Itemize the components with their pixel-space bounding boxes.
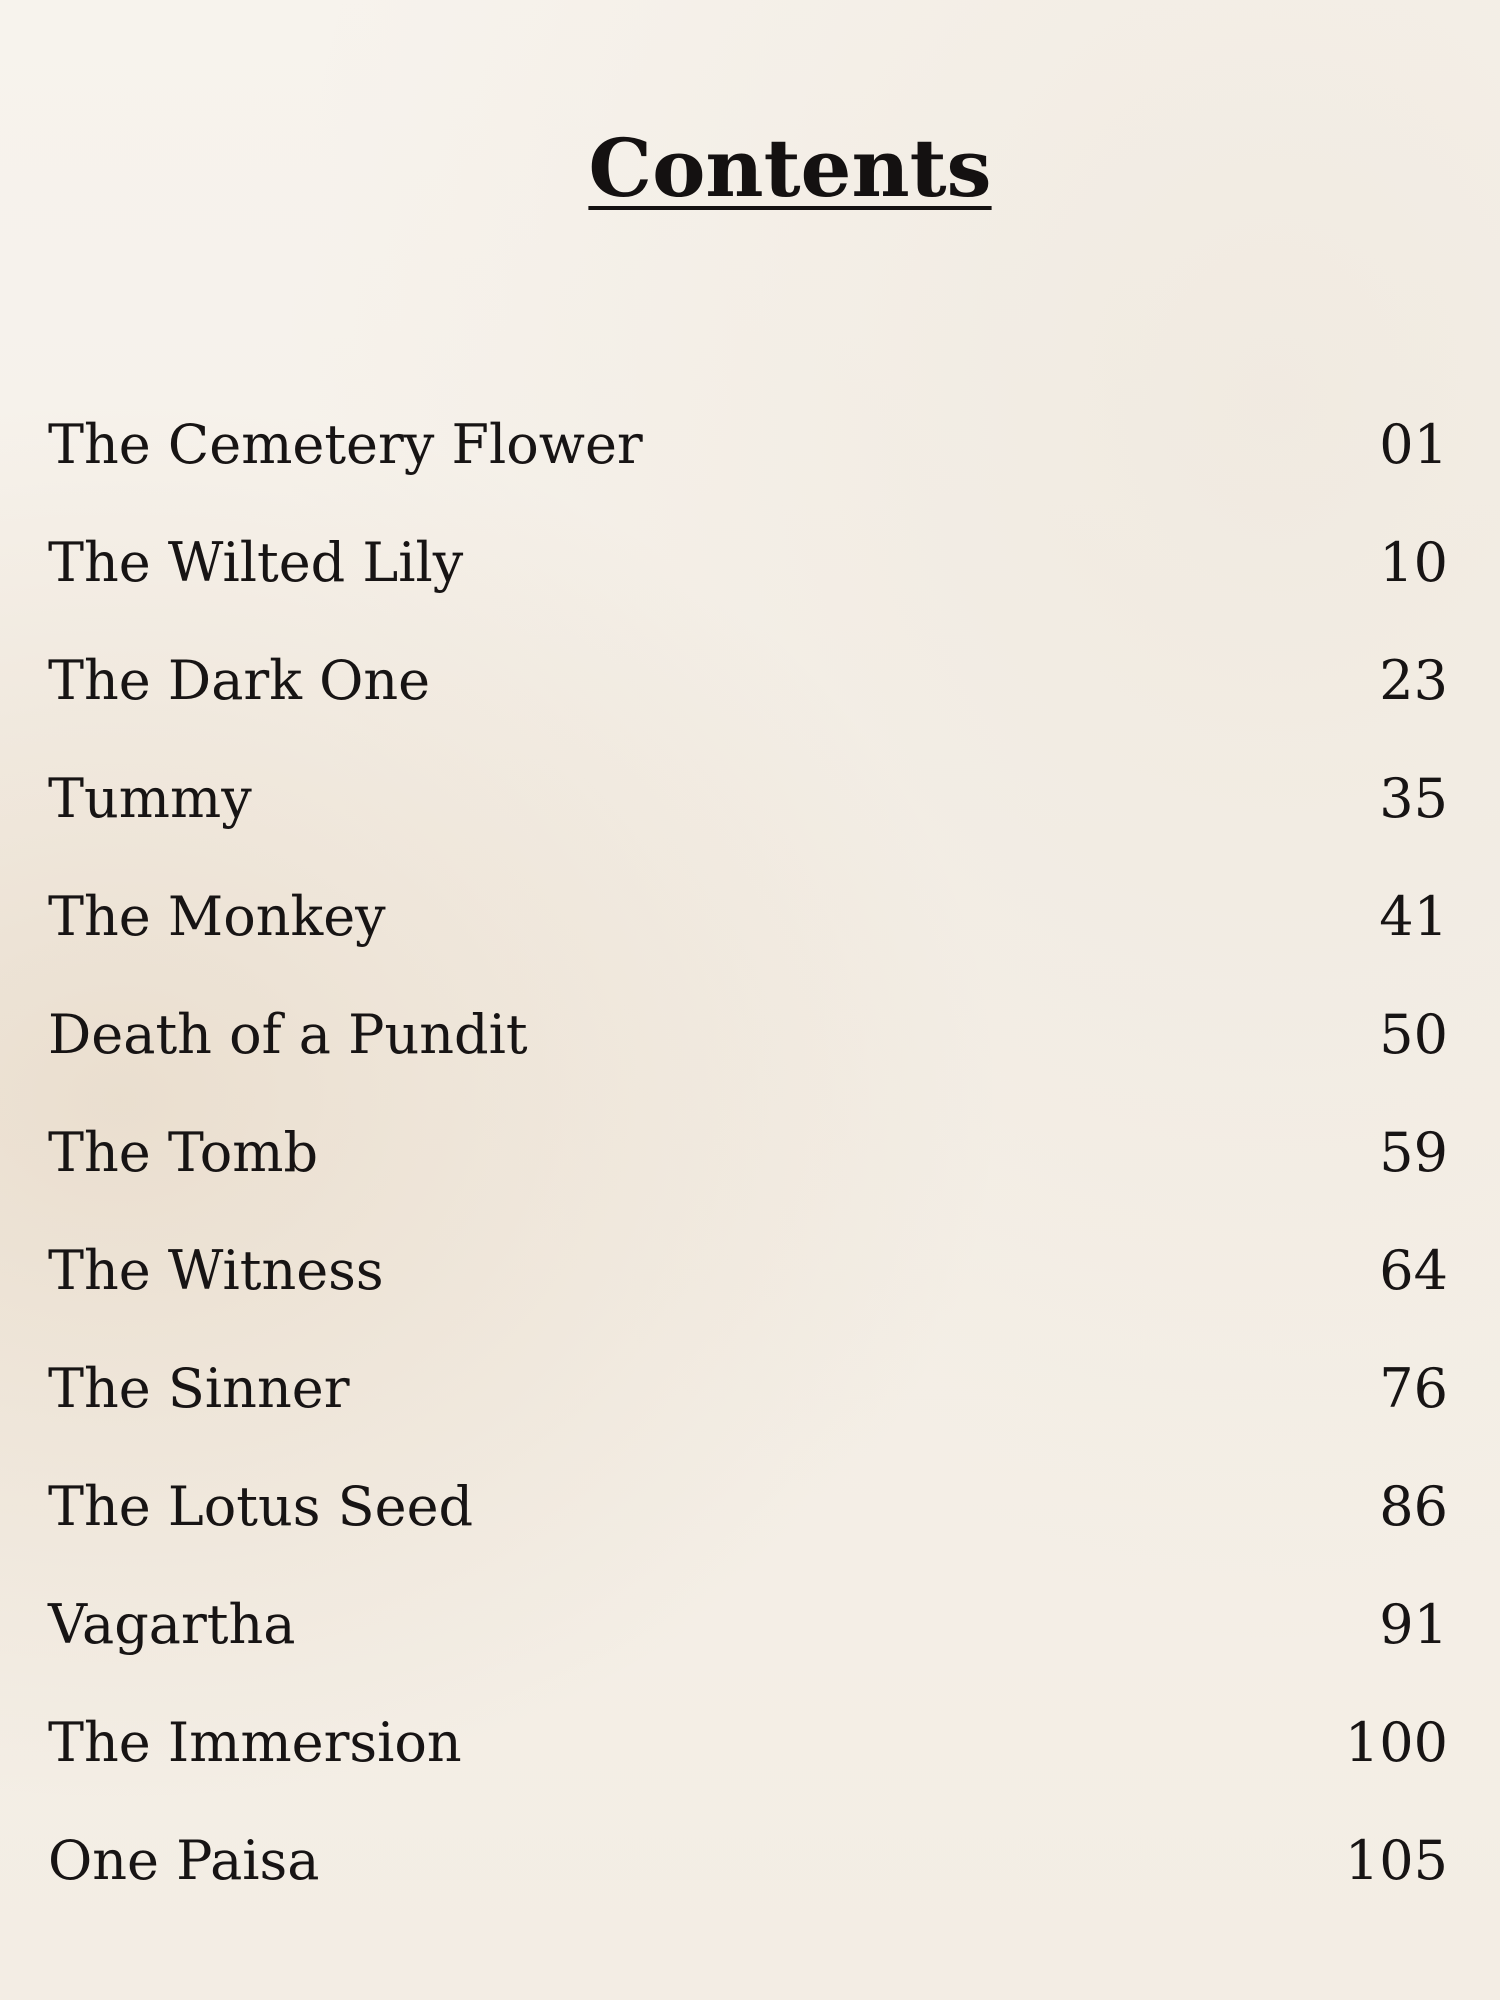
toc-entry-page: 86 bbox=[1379, 1475, 1448, 1538]
toc-entry-page: 59 bbox=[1379, 1121, 1448, 1184]
toc-entry-title: The Dark One bbox=[48, 649, 431, 712]
toc-entry-title: The Monkey bbox=[48, 885, 386, 948]
toc-entry bbox=[48, 867, 1448, 985]
toc-entry bbox=[48, 1575, 1448, 1693]
toc-entry-page: 41 bbox=[1379, 885, 1448, 948]
toc-entry bbox=[48, 1221, 1448, 1339]
toc-entry bbox=[48, 985, 1448, 1103]
toc-entry bbox=[48, 1339, 1448, 1457]
toc-entry-page: 50 bbox=[1379, 1003, 1448, 1066]
page-title-text: Contents bbox=[588, 121, 992, 215]
toc-entry-page: 76 bbox=[1379, 1357, 1448, 1420]
toc-entry-title: Death of a Pundit bbox=[48, 1003, 528, 1066]
toc-entry-title: The Lotus Seed bbox=[48, 1475, 474, 1538]
page-title bbox=[0, 118, 1500, 218]
toc-entry-title: The Sinner bbox=[48, 1357, 350, 1420]
toc-entry-page: 10 bbox=[1379, 531, 1448, 594]
toc-entry-page: 91 bbox=[1379, 1593, 1448, 1656]
toc-entry-page: 64 bbox=[1379, 1239, 1448, 1302]
toc-entry-title: Tummy bbox=[48, 767, 252, 830]
toc-entry-page: 35 bbox=[1379, 767, 1448, 830]
toc-entry bbox=[48, 395, 1448, 513]
toc-entry-title: Vagartha bbox=[48, 1593, 296, 1656]
toc-entry-page: 23 bbox=[1379, 649, 1448, 712]
toc-entry bbox=[48, 1693, 1448, 1811]
toc-entry-title: The Witness bbox=[48, 1239, 384, 1302]
toc-entry-title: The Wilted Lily bbox=[48, 531, 464, 594]
table-of-contents bbox=[48, 395, 1448, 1929]
toc-entry-title: One Paisa bbox=[48, 1829, 320, 1892]
toc-entry bbox=[48, 631, 1448, 749]
toc-entry bbox=[48, 1103, 1448, 1221]
toc-entry bbox=[48, 1457, 1448, 1575]
toc-entry-title: The Tomb bbox=[48, 1121, 319, 1184]
toc-entry-page: 105 bbox=[1344, 1829, 1448, 1892]
toc-entry-page: 01 bbox=[1379, 413, 1448, 476]
toc-entry bbox=[48, 1811, 1448, 1929]
toc-entry-title: The Cemetery Flower bbox=[48, 413, 643, 476]
toc-entry-title: The Immersion bbox=[48, 1711, 462, 1774]
toc-entry bbox=[48, 749, 1448, 867]
toc-entry-page: 100 bbox=[1344, 1711, 1448, 1774]
toc-entry bbox=[48, 513, 1448, 631]
